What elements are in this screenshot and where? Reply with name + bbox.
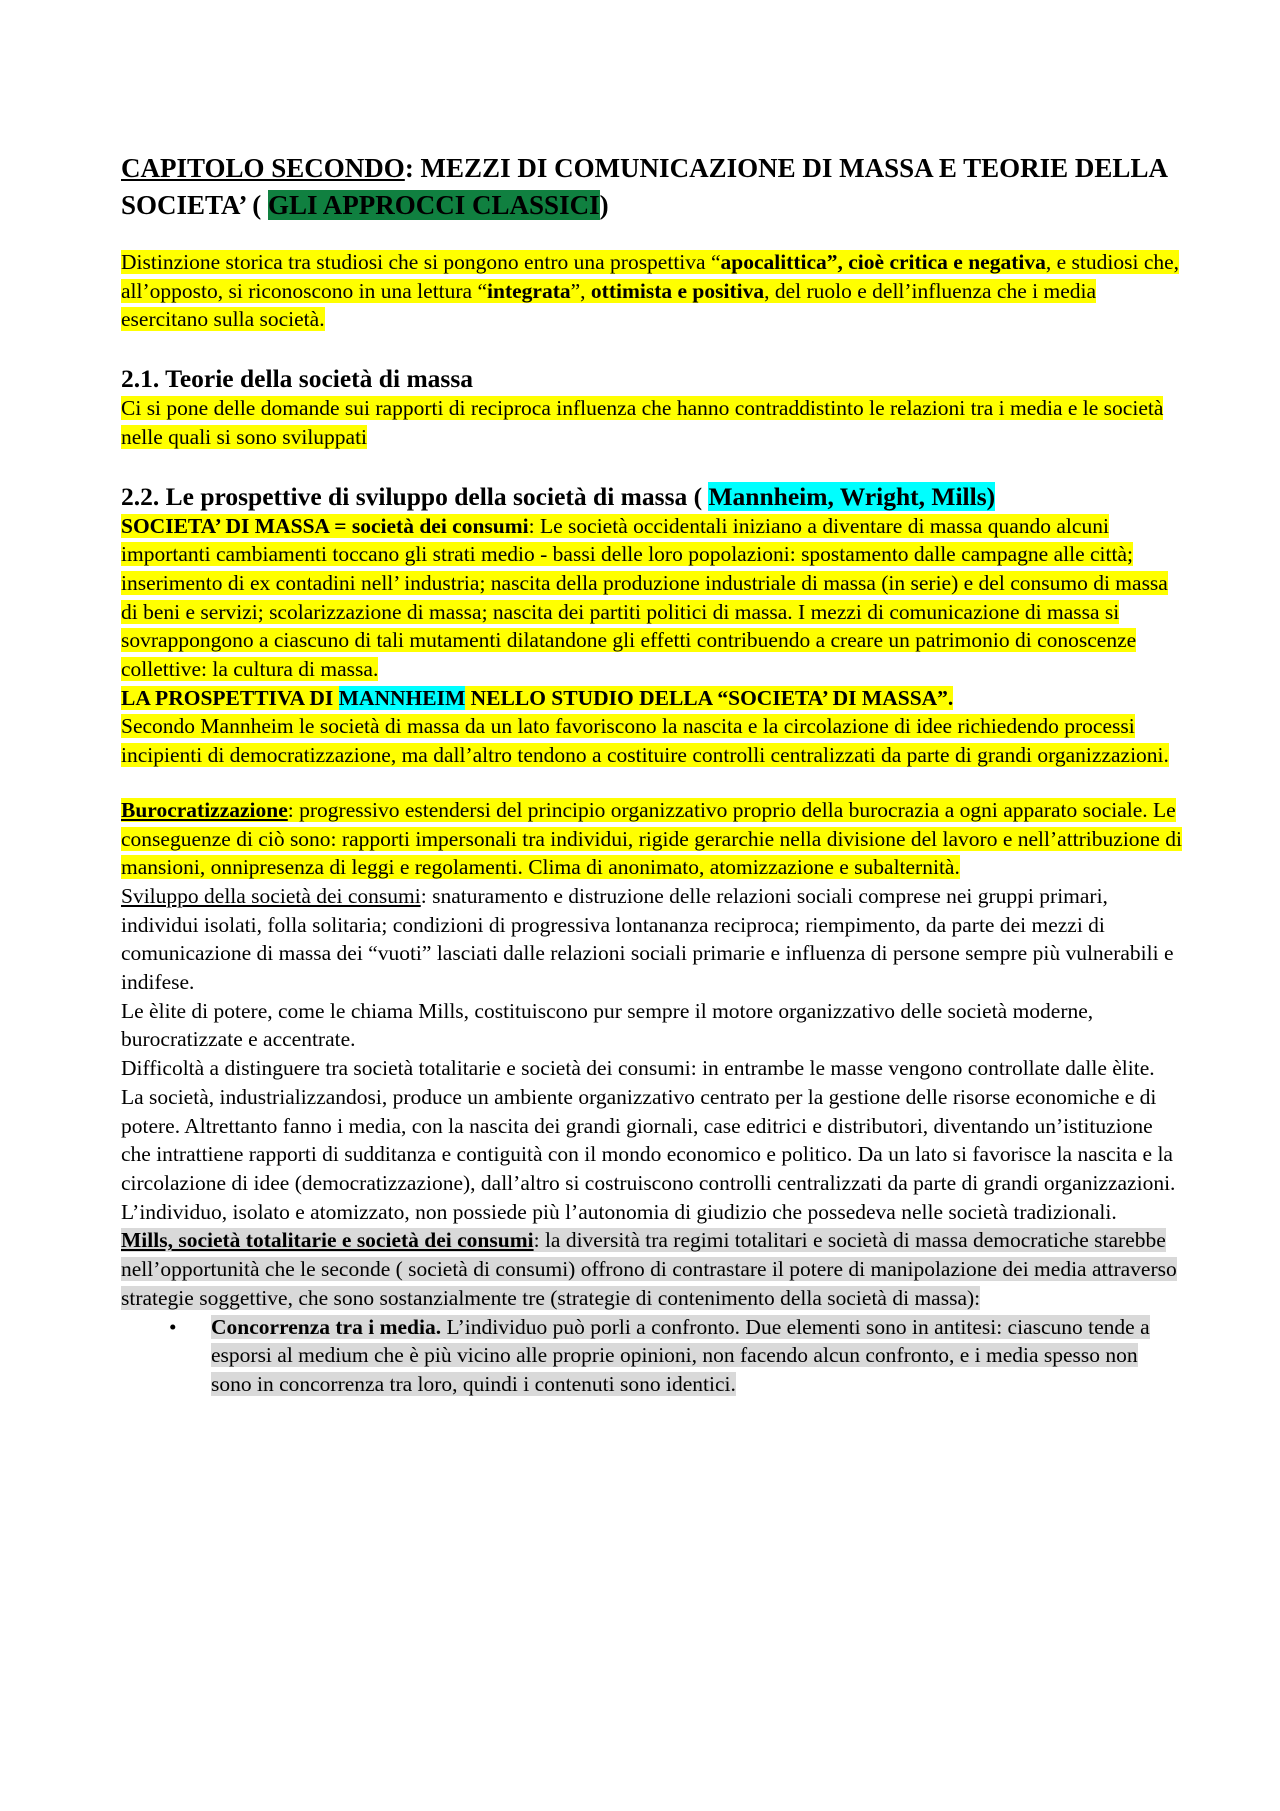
paragraph-elite: Le èlite di potere, come le chiama Mills, costituiscono pur sempre il motore organizzativo delle società moderne, burocratizzate e accentrate. xyxy=(121,998,1094,1052)
paragraph-totalitarie: Difficoltà a distinguere tra società totalitarie e società dei consumi: in entrambe le masse vengono controllate dalle èlite. xyxy=(121,1056,1155,1081)
burocrazia-text: : progressivo estendersi del principio organizzativo proprio della burocrazia a ogni apparato sociale. Le conseguenze di ciò sono: rapporti impersonali tra individui, rigide gerarchie nella divisione del lavoro e nell’attribuzione di mansioni, onnipresenza di leggi e regolamenti. Clima di anonimato, atomizzazione e subalternità. xyxy=(121,797,1182,880)
paragraph-industrializzazione: La società, industrializzandosi, produce un ambiente organizzativo centrato per la gestione delle risorse economiche e di potere. Altrettanto fanno i media, con la nascita dei grandi giornali, case editrici e distributori, diventando un’istituzione che intrattiene rapporti di sudditanza e contiguità con il mondo economico e politico. Da un lato si favorisce la nascita e la circolazione di idee (democratizzazione), dall’altro si costruiscono controlli centralizzati da parte di grandi organizzazioni. xyxy=(121,1084,1176,1195)
burocrazia-term: Burocratizzazione xyxy=(121,797,288,822)
list-item xyxy=(169,1313,1183,1399)
strategies-list xyxy=(121,1313,1183,1399)
intro-bold-3: ottimista e positiva xyxy=(590,278,765,303)
document-body xyxy=(121,150,1183,1399)
mannheim-paragraph xyxy=(121,712,1183,769)
intro-text-4: , del ruolo e dell’influenza che i media esercitano sulla società. xyxy=(121,278,1097,332)
chapter-label: CAPITOLO SECONDO xyxy=(121,153,405,183)
list-item-text: L’individuo può porli a confronto. Due elementi sono in antitesi: ciascuno tende a esporsi al medium che è più vicino alle proprie opinioni, non facendo alcun confronto, e i media spesso non sono in concorrenza tra loro, quindi i contenuti sono identici. xyxy=(211,1314,1150,1396)
mills-text: : la diversità tra regimi totalitari e società di massa democratiche starebbe nell’opportunità che le seconde ( società di consumi) offrono di contrastare il potere di manipolazione dei media attraverso strategie soggettive, che sono sostanzialmente tre (strategie di contenimento della società di massa): xyxy=(121,1228,1177,1310)
mannheim-text: Secondo Mannheim le società di massa da un lato favoriscono la nascita e la circolazione di idee richiedendo processi incipienti di democratizzazione, ma dall’altro tendono a costituire controlli centralizzati da parte di grandi organizzazioni. xyxy=(121,714,1169,768)
list-item-bold: Concorrenza tra i media. xyxy=(211,1314,442,1339)
intro-text-3: ”, xyxy=(570,278,591,303)
mass-society-paragraph xyxy=(121,512,1183,684)
mannheim-heading-a: LA PROSPETTIVA DI xyxy=(121,685,339,710)
mills-term: Mills, società totalitarie e società dei consumi xyxy=(121,1228,534,1253)
intro-text-1: Distinzione storica tra studiosi che si pongono entro una prospettiva “ xyxy=(121,250,721,274)
section-2-1-highlight: Ci si pone delle domande sui rapporti di reciproca influenza che hanno contraddistinto le relazioni tra i media e le società nelle quali si sono sviluppati xyxy=(121,396,1164,449)
burocrazia-paragraph xyxy=(121,796,1183,882)
consumi-text: : snaturamento e distruzione delle relazioni sociali comprese nei gruppi primari, individui isolati, folla solitaria; condizioni di progressiva lontananza reciproca; riempimento, da parte dei mezzi di comunicazione di massa dei “vuoti” lasciati dalle relazioni sociali primarie e influenza di persone sempre più vulnerabili e indifese. xyxy=(121,883,1174,995)
chapter-title-end: ) xyxy=(599,190,609,220)
section-2-2-heading-text: 2.2. Le prospettive di sviluppo della società di massa ( xyxy=(121,481,709,511)
section-2-2-heading xyxy=(121,482,1183,512)
consumi-paragraph xyxy=(121,882,1183,997)
mass-society-term: SOCIETA’ DI MASSA = società dei consumi xyxy=(121,513,529,538)
mannheim-heading-c: NELLO STUDIO DELLA “SOCIETA’ DI MASSA”. xyxy=(465,685,954,710)
intro-bold-1: apocalittica”, cioè critica e negativa xyxy=(720,250,1046,274)
chapter-title xyxy=(121,150,1183,224)
chapter-title-highlight: GLI APPROCCI CLASSICI xyxy=(268,190,600,220)
section-2-2-heading-authors: Mannheim, Wright, Mills) xyxy=(708,481,996,511)
paragraph-individuo: L’individuo, isolato e atomizzato, non possiede più l’autonomia di giudizio che possedeva nelle società tradizionali. xyxy=(121,1199,1117,1224)
mills-paragraph xyxy=(121,1226,1183,1312)
bullet-icon: • xyxy=(169,1314,177,1339)
intro-bold-2: integrata xyxy=(487,278,571,303)
mannheim-heading-name: MANNHEIM xyxy=(338,685,466,710)
mannheim-heading xyxy=(121,684,1183,713)
section-2-1-text xyxy=(121,394,1183,451)
intro-text-2: , e studiosi che, all’opposto, si riconoscono in una lettura “ xyxy=(121,250,1180,303)
intro-paragraph xyxy=(121,248,1183,334)
section-2-1-heading: 2.1. Teorie della società di massa xyxy=(121,364,474,394)
chapter-title-text: : MEZZI DI COMUNICAZIONE DI MASSA E TEORIE DELLA SOCIETA’ ( xyxy=(121,153,1167,220)
consumi-term: Sviluppo della società dei consumi xyxy=(121,883,421,908)
mass-society-text: : Le società occidentali iniziano a diventare di massa quando alcuni importanti cambiamenti toccano gli strati medio - bassi delle loro popolazioni: spostamento dalle campagne alle città; inserimento di ex contadini nell’ industria; nascita della produzione industriale di massa (in serie) e del consumo di massa di beni e servizi; scolarizzazione di massa; nascita dei partiti politici di massa. I mezzi di comunicazione di massa si sovrappongono a ciascuno di tali mutamenti dilatandone gli effetti contribuendo a creare un patrimonio di conoscenze collettive: la cultura di massa. xyxy=(121,513,1168,682)
